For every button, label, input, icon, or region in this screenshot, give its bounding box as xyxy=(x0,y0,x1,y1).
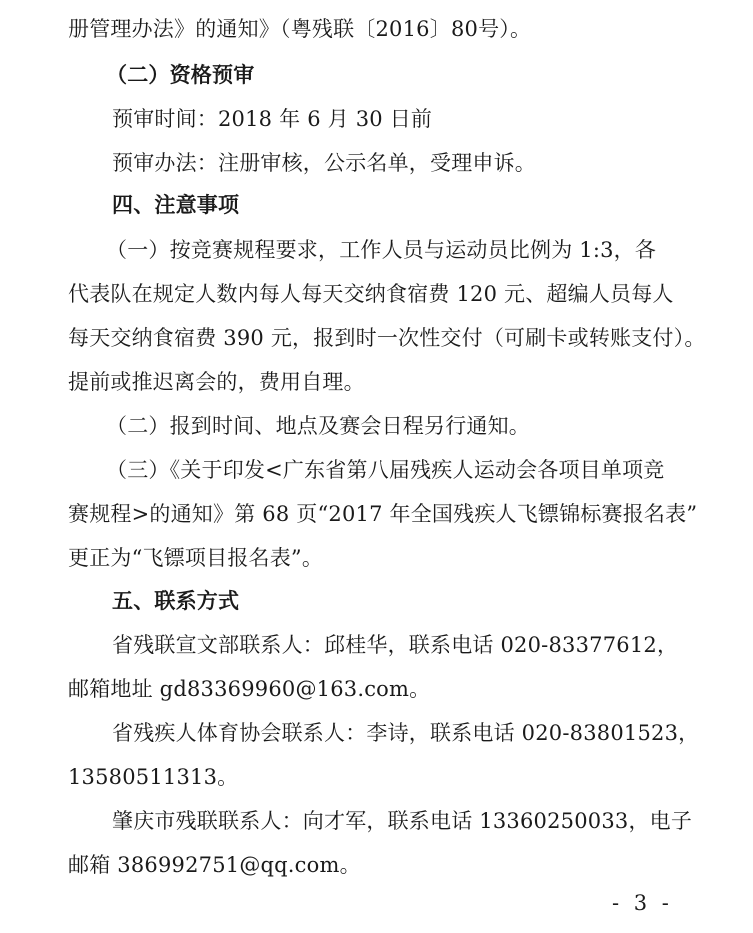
section-heading-contact: 五、联系方式 xyxy=(112,588,240,613)
text-line: （二）报到时间、地点及赛会日程另行通知。 xyxy=(106,414,530,438)
text-line: 省残疾人体育协会联系人：李诗，联系电话 020-83801523， xyxy=(112,721,700,745)
section-heading-qualification: （二）资格预审 xyxy=(106,62,255,87)
text-line: 邮箱 386992751@qq.com。 xyxy=(68,853,361,877)
page-number: - 3 - xyxy=(612,891,673,915)
text-line: 赛规程>的通知》第 68 页“2017 年全国残疾人飞镖锦标赛报名表” xyxy=(68,502,698,526)
text-line: 更正为“飞镖项目报名表”。 xyxy=(68,546,324,570)
text-line: 预审办法：注册审核，公示名单，受理申诉。 xyxy=(112,151,536,175)
text-line: （一）按竞赛规程要求，工作人员与运动员比例为 1:3，各 xyxy=(106,238,657,262)
text-line: 每天交纳食宿费 390 元，报到时一次性交付（可刷卡或转账支付）。 xyxy=(68,326,706,350)
text-line: 省残联宣文部联系人：邱桂华，联系电话 020-83377612， xyxy=(112,633,679,657)
text-line: 提前或推迟离会的，费用自理。 xyxy=(68,370,365,394)
text-line: 邮箱地址 gd83369960@163.com。 xyxy=(68,677,431,701)
text-line: 预审时间：2018 年 6 月 30 日前 xyxy=(112,107,433,131)
text-line: 册管理办法》的通知》（粤残联〔2016〕80号）。 xyxy=(68,17,532,41)
section-heading-notes: 四、注意事项 xyxy=(112,192,240,217)
text-line: 肇庆市残联联系人：向才军，联系电话 13360250033，电子 xyxy=(112,809,693,833)
text-line: 代表队在规定人数内每人每天交纳食宿费 120 元、超编人员每人 xyxy=(68,282,674,306)
text-line: （三）《关于印发<广东省第八届残疾人运动会各项目单项竞 xyxy=(106,458,665,482)
text-line: 13580511313。 xyxy=(68,765,239,789)
